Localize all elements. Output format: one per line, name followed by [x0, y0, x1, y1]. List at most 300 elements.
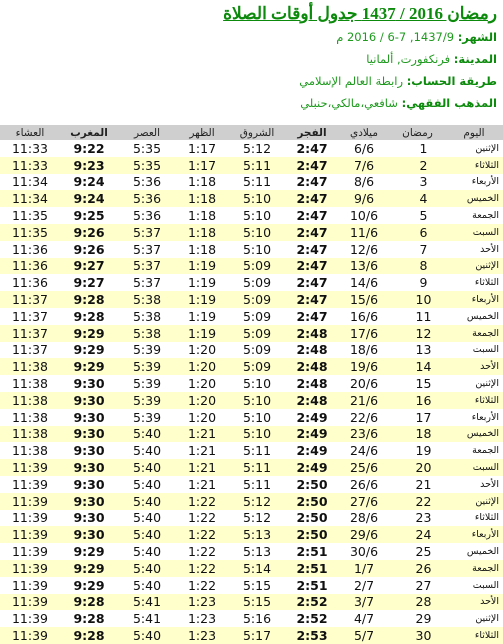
cell-isha: 11:37 — [0, 308, 60, 325]
cell-maghrib: 9:29 — [60, 358, 118, 375]
cell-asr: 5:40 — [118, 493, 176, 510]
cell-dhuhr: 1:18 — [176, 190, 228, 207]
cell-asr: 5:35 — [118, 157, 176, 174]
cell-ramadan: 11 — [390, 308, 445, 325]
cell-fajr: 2:48 — [286, 375, 338, 392]
cell-dhuhr: 1:21 — [176, 442, 228, 459]
cell-maghrib: 9:26 — [60, 241, 118, 258]
cell-fajr: 2:47 — [286, 308, 338, 325]
cell-ramadan: 8 — [390, 258, 445, 275]
cell-fajr: 2:49 — [286, 459, 338, 476]
table-row — [0, 442, 503, 459]
cell-isha: 11:39 — [0, 594, 60, 611]
cell-gregorian: 16/6 — [338, 308, 390, 325]
cell-dhuhr: 1:17 — [176, 157, 228, 174]
table-row — [0, 358, 503, 375]
table-row — [0, 577, 503, 594]
cell-asr: 5:37 — [118, 258, 176, 275]
table-row — [0, 493, 503, 510]
cell-dhuhr: 1:20 — [176, 342, 228, 359]
city-value: فرنكفورت, ألمانيا — [366, 52, 451, 66]
cell-sunrise: 5:16 — [228, 610, 286, 627]
cell-isha: 11:36 — [0, 241, 60, 258]
cell-gregorian: 5/7 — [338, 627, 390, 644]
col-header-gregorian: ميلادي — [338, 125, 390, 140]
cell-fajr: 2:47 — [286, 174, 338, 191]
cell-asr: 5:40 — [118, 510, 176, 527]
month-value: 1437/9, 7-6 / 2016 م — [336, 30, 455, 44]
cell-maghrib: 9:28 — [60, 594, 118, 611]
cell-isha: 11:35 — [0, 224, 60, 241]
cell-fajr: 2:53 — [286, 627, 338, 644]
cell-fajr: 2:48 — [286, 342, 338, 359]
cell-fajr: 2:47 — [286, 207, 338, 224]
cell-dhuhr: 1:23 — [176, 627, 228, 644]
cell-dhuhr: 1:17 — [176, 140, 228, 157]
cell-isha: 11:34 — [0, 174, 60, 191]
cell-day: الأحد — [445, 594, 503, 611]
cell-maghrib: 9:28 — [60, 627, 118, 644]
cell-day: الجمعة — [445, 560, 503, 577]
table-row — [0, 308, 503, 325]
cell-ramadan: 19 — [390, 442, 445, 459]
cell-fajr: 2:47 — [286, 274, 338, 291]
cell-sunrise: 5:10 — [228, 409, 286, 426]
cell-asr: 5:40 — [118, 459, 176, 476]
cell-gregorian: 15/6 — [338, 291, 390, 308]
cell-sunrise: 5:17 — [228, 627, 286, 644]
cell-asr: 5:39 — [118, 375, 176, 392]
cell-asr: 5:37 — [118, 241, 176, 258]
cell-day: الخميس — [445, 308, 503, 325]
cell-isha: 11:39 — [0, 560, 60, 577]
cell-day: الثلاثاء — [445, 510, 503, 527]
cell-day: الخميس — [445, 190, 503, 207]
cell-sunrise: 5:15 — [228, 577, 286, 594]
cell-maghrib: 9:29 — [60, 560, 118, 577]
cell-dhuhr: 1:19 — [176, 258, 228, 275]
table-body — [0, 140, 503, 644]
cell-day: الجمعة — [445, 442, 503, 459]
cell-ramadan: 10 — [390, 291, 445, 308]
cell-isha: 11:38 — [0, 426, 60, 443]
table-row — [0, 510, 503, 527]
cell-dhuhr: 1:21 — [176, 426, 228, 443]
cell-maghrib: 9:24 — [60, 174, 118, 191]
cell-day: الخميس — [445, 426, 503, 443]
cell-maghrib: 9:22 — [60, 140, 118, 157]
cell-ramadan: 28 — [390, 594, 445, 611]
cell-gregorian: 28/6 — [338, 510, 390, 527]
cell-day: الثلاثاء — [445, 157, 503, 174]
cell-maghrib: 9:28 — [60, 291, 118, 308]
cell-isha: 11:37 — [0, 325, 60, 342]
cell-sunrise: 5:11 — [228, 476, 286, 493]
cell-dhuhr: 1:19 — [176, 308, 228, 325]
prayer-times-table — [0, 125, 503, 644]
cell-ramadan: 13 — [390, 342, 445, 359]
cell-gregorian: 3/7 — [338, 594, 390, 611]
cell-ramadan: 5 — [390, 207, 445, 224]
cell-day: الأحد — [445, 476, 503, 493]
cell-sunrise: 5:11 — [228, 174, 286, 191]
cell-day: السبت — [445, 224, 503, 241]
cell-gregorian: 13/6 — [338, 258, 390, 275]
cell-asr: 5:40 — [118, 426, 176, 443]
month-info — [6, 30, 497, 44]
cell-maghrib: 9:26 — [60, 224, 118, 241]
cell-ramadan: 12 — [390, 325, 445, 342]
cell-gregorian: 19/6 — [338, 358, 390, 375]
cell-day: الثلاثاء — [445, 274, 503, 291]
cell-fajr: 2:49 — [286, 409, 338, 426]
cell-day: الجمعة — [445, 325, 503, 342]
cell-ramadan: 27 — [390, 577, 445, 594]
cell-asr: 5:39 — [118, 409, 176, 426]
col-header-maghrib: المغرب — [60, 125, 118, 140]
city-label: المدينة: — [453, 52, 497, 66]
cell-sunrise: 5:09 — [228, 258, 286, 275]
col-header-ramadan: رمضان — [390, 125, 445, 140]
cell-maghrib: 9:30 — [60, 459, 118, 476]
table-row — [0, 610, 503, 627]
cell-ramadan: 30 — [390, 627, 445, 644]
cell-sunrise: 5:09 — [228, 358, 286, 375]
month-label: الشهر: — [457, 30, 497, 44]
cell-ramadan: 26 — [390, 560, 445, 577]
cell-gregorian: 2/7 — [338, 577, 390, 594]
cell-ramadan: 15 — [390, 375, 445, 392]
cell-sunrise: 5:12 — [228, 140, 286, 157]
cell-ramadan: 3 — [390, 174, 445, 191]
cell-fajr: 2:48 — [286, 392, 338, 409]
cell-gregorian: 11/6 — [338, 224, 390, 241]
cell-dhuhr: 1:18 — [176, 207, 228, 224]
cell-isha: 11:33 — [0, 140, 60, 157]
cell-dhuhr: 1:20 — [176, 358, 228, 375]
cell-asr: 5:36 — [118, 190, 176, 207]
cell-isha: 11:38 — [0, 358, 60, 375]
cell-gregorian: 18/6 — [338, 342, 390, 359]
cell-isha: 11:39 — [0, 510, 60, 527]
cell-gregorian: 17/6 — [338, 325, 390, 342]
cell-ramadan: 9 — [390, 274, 445, 291]
cell-asr: 5:36 — [118, 174, 176, 191]
cell-sunrise: 5:15 — [228, 594, 286, 611]
cell-sunrise: 5:12 — [228, 510, 286, 527]
cell-maghrib: 9:27 — [60, 274, 118, 291]
cell-dhuhr: 1:23 — [176, 610, 228, 627]
table-row — [0, 476, 503, 493]
cell-isha: 11:36 — [0, 274, 60, 291]
cell-isha: 11:39 — [0, 610, 60, 627]
cell-gregorian: 25/6 — [338, 459, 390, 476]
cell-maghrib: 9:30 — [60, 526, 118, 543]
col-header-day: اليوم — [445, 125, 503, 140]
cell-sunrise: 5:11 — [228, 157, 286, 174]
cell-isha: 11:39 — [0, 493, 60, 510]
table-row — [0, 526, 503, 543]
cell-fajr: 2:50 — [286, 526, 338, 543]
cell-gregorian: 9/6 — [338, 190, 390, 207]
cell-fajr: 2:52 — [286, 610, 338, 627]
cell-gregorian: 1/7 — [338, 560, 390, 577]
table-row — [0, 258, 503, 275]
cell-dhuhr: 1:22 — [176, 493, 228, 510]
cell-asr: 5:39 — [118, 392, 176, 409]
cell-ramadan: 23 — [390, 510, 445, 527]
cell-isha: 11:39 — [0, 459, 60, 476]
table-row — [0, 224, 503, 241]
cell-day: السبت — [445, 459, 503, 476]
cell-gregorian: 24/6 — [338, 442, 390, 459]
cell-fajr: 2:48 — [286, 358, 338, 375]
cell-sunrise: 5:09 — [228, 274, 286, 291]
cell-isha: 11:38 — [0, 392, 60, 409]
cell-day: الأحد — [445, 358, 503, 375]
cell-dhuhr: 1:20 — [176, 409, 228, 426]
cell-maghrib: 9:30 — [60, 510, 118, 527]
cell-sunrise: 5:10 — [228, 224, 286, 241]
cell-gregorian: 23/6 — [338, 426, 390, 443]
cell-isha: 11:39 — [0, 627, 60, 644]
cell-day: الثلاثاء — [445, 627, 503, 644]
cell-sunrise: 5:09 — [228, 308, 286, 325]
cell-asr: 5:39 — [118, 358, 176, 375]
cell-day: الثلاثاء — [445, 392, 503, 409]
cell-dhuhr: 1:18 — [176, 241, 228, 258]
col-header-asr: العصر — [118, 125, 176, 140]
table-row — [0, 291, 503, 308]
cell-maghrib: 9:30 — [60, 442, 118, 459]
cell-fajr: 2:51 — [286, 543, 338, 560]
cell-day: الإثنين — [445, 375, 503, 392]
table-row — [0, 426, 503, 443]
cell-ramadan: 20 — [390, 459, 445, 476]
cell-ramadan: 25 — [390, 543, 445, 560]
cell-day: الأربعاء — [445, 409, 503, 426]
cell-sunrise: 5:10 — [228, 241, 286, 258]
cell-gregorian: 29/6 — [338, 526, 390, 543]
cell-fajr: 2:50 — [286, 476, 338, 493]
cell-isha: 11:33 — [0, 157, 60, 174]
cell-fajr: 2:50 — [286, 510, 338, 527]
cell-asr: 5:39 — [118, 342, 176, 359]
cell-maghrib: 9:25 — [60, 207, 118, 224]
cell-isha: 11:39 — [0, 543, 60, 560]
cell-asr: 5:40 — [118, 442, 176, 459]
cell-isha: 11:38 — [0, 409, 60, 426]
cell-asr: 5:41 — [118, 610, 176, 627]
madhab-label: المذهب الفقهي: — [401, 96, 497, 110]
cell-dhuhr: 1:19 — [176, 325, 228, 342]
cell-maghrib: 9:29 — [60, 325, 118, 342]
cell-asr: 5:38 — [118, 325, 176, 342]
cell-maghrib: 9:30 — [60, 493, 118, 510]
col-header-fajr: الفجر — [286, 125, 338, 140]
cell-gregorian: 8/6 — [338, 174, 390, 191]
table-row — [0, 274, 503, 291]
cell-isha: 11:39 — [0, 476, 60, 493]
cell-asr: 5:40 — [118, 476, 176, 493]
cell-gregorian: 14/6 — [338, 274, 390, 291]
madhab-info — [6, 96, 497, 110]
cell-isha: 11:38 — [0, 442, 60, 459]
method-value: رابطة العالم الإسلامي — [299, 74, 404, 88]
cell-day: الأربعاء — [445, 174, 503, 191]
col-header-dhuhr: الظهر — [176, 125, 228, 140]
cell-fajr: 2:49 — [286, 442, 338, 459]
cell-fajr: 2:51 — [286, 577, 338, 594]
cell-dhuhr: 1:18 — [176, 174, 228, 191]
cell-ramadan: 16 — [390, 392, 445, 409]
cell-ramadan: 29 — [390, 610, 445, 627]
cell-ramadan: 24 — [390, 526, 445, 543]
cell-sunrise: 5:12 — [228, 493, 286, 510]
cell-dhuhr: 1:22 — [176, 526, 228, 543]
table-row — [0, 207, 503, 224]
cell-day: الأحد — [445, 241, 503, 258]
cell-day: الإثنين — [445, 140, 503, 157]
cell-day: السبت — [445, 342, 503, 359]
cell-ramadan: 4 — [390, 190, 445, 207]
cell-sunrise: 5:11 — [228, 459, 286, 476]
cell-ramadan: 2 — [390, 157, 445, 174]
cell-isha: 11:35 — [0, 207, 60, 224]
cell-asr: 5:38 — [118, 308, 176, 325]
cell-gregorian: 30/6 — [338, 543, 390, 560]
cell-sunrise: 5:09 — [228, 291, 286, 308]
cell-day: الجمعة — [445, 207, 503, 224]
cell-fajr: 2:47 — [286, 157, 338, 174]
cell-asr: 5:40 — [118, 560, 176, 577]
cell-sunrise: 5:14 — [228, 560, 286, 577]
cell-fajr: 2:51 — [286, 560, 338, 577]
table-row — [0, 627, 503, 644]
cell-maghrib: 9:30 — [60, 375, 118, 392]
cell-sunrise: 5:10 — [228, 375, 286, 392]
cell-isha: 11:34 — [0, 190, 60, 207]
cell-ramadan: 17 — [390, 409, 445, 426]
cell-fajr: 2:48 — [286, 325, 338, 342]
cell-asr: 5:38 — [118, 291, 176, 308]
table-row — [0, 459, 503, 476]
cell-dhuhr: 1:19 — [176, 291, 228, 308]
cell-day: السبت — [445, 577, 503, 594]
cell-maghrib: 9:30 — [60, 392, 118, 409]
col-header-sunrise: الشروق — [228, 125, 286, 140]
cell-maghrib: 9:27 — [60, 258, 118, 275]
cell-sunrise: 5:09 — [228, 325, 286, 342]
cell-isha: 11:38 — [0, 375, 60, 392]
cell-fajr: 2:49 — [286, 426, 338, 443]
table-row — [0, 140, 503, 157]
page-title: رمضان 2016 / 1437 جدول أوقات الصلاة — [223, 4, 497, 23]
cell-gregorian: 10/6 — [338, 207, 390, 224]
cell-ramadan: 6 — [390, 224, 445, 241]
cell-maghrib: 9:30 — [60, 476, 118, 493]
method-info — [6, 74, 497, 88]
cell-sunrise: 5:13 — [228, 543, 286, 560]
table-row — [0, 190, 503, 207]
cell-sunrise: 5:10 — [228, 207, 286, 224]
cell-dhuhr: 1:20 — [176, 392, 228, 409]
table-row — [0, 325, 503, 342]
cell-maghrib: 9:30 — [60, 426, 118, 443]
cell-fajr: 2:47 — [286, 190, 338, 207]
cell-gregorian: 7/6 — [338, 157, 390, 174]
cell-asr: 5:40 — [118, 543, 176, 560]
cell-asr: 5:37 — [118, 274, 176, 291]
cell-maghrib: 9:28 — [60, 308, 118, 325]
cell-fajr: 2:47 — [286, 291, 338, 308]
cell-ramadan: 22 — [390, 493, 445, 510]
cell-isha: 11:37 — [0, 291, 60, 308]
cell-maghrib: 9:23 — [60, 157, 118, 174]
cell-dhuhr: 1:21 — [176, 459, 228, 476]
cell-sunrise: 5:13 — [228, 526, 286, 543]
cell-asr: 5:35 — [118, 140, 176, 157]
cell-sunrise: 5:09 — [228, 342, 286, 359]
cell-sunrise: 5:10 — [228, 190, 286, 207]
cell-asr: 5:41 — [118, 594, 176, 611]
cell-sunrise: 5:10 — [228, 392, 286, 409]
col-header-isha: العشاء — [0, 125, 60, 140]
cell-gregorian: 21/6 — [338, 392, 390, 409]
cell-gregorian: 20/6 — [338, 375, 390, 392]
table-row — [0, 560, 503, 577]
cell-dhuhr: 1:22 — [176, 543, 228, 560]
cell-day: الأربعاء — [445, 526, 503, 543]
table-row — [0, 241, 503, 258]
cell-isha: 11:39 — [0, 526, 60, 543]
cell-gregorian: 12/6 — [338, 241, 390, 258]
cell-isha: 11:36 — [0, 258, 60, 275]
cell-gregorian: 4/7 — [338, 610, 390, 627]
cell-fajr: 2:52 — [286, 594, 338, 611]
table-row — [0, 174, 503, 191]
table-header-row — [0, 125, 503, 140]
cell-ramadan: 1 — [390, 140, 445, 157]
cell-isha: 11:39 — [0, 577, 60, 594]
cell-maghrib: 9:24 — [60, 190, 118, 207]
madhab-value: شافعي،مالكي،حنبلي — [300, 96, 398, 110]
table-row — [0, 375, 503, 392]
cell-fajr: 2:47 — [286, 224, 338, 241]
cell-ramadan: 14 — [390, 358, 445, 375]
cell-dhuhr: 1:22 — [176, 577, 228, 594]
table-row — [0, 594, 503, 611]
cell-day: الأربعاء — [445, 291, 503, 308]
cell-maghrib: 9:28 — [60, 610, 118, 627]
cell-sunrise: 5:10 — [228, 426, 286, 443]
cell-maghrib: 9:29 — [60, 543, 118, 560]
cell-dhuhr: 1:22 — [176, 510, 228, 527]
cell-asr: 5:37 — [118, 224, 176, 241]
cell-fajr: 2:47 — [286, 140, 338, 157]
cell-gregorian: 22/6 — [338, 409, 390, 426]
cell-asr: 5:36 — [118, 207, 176, 224]
cell-ramadan: 21 — [390, 476, 445, 493]
cell-dhuhr: 1:21 — [176, 476, 228, 493]
cell-day: الإثنين — [445, 258, 503, 275]
cell-day: الخميس — [445, 543, 503, 560]
cell-asr: 5:40 — [118, 627, 176, 644]
cell-fajr: 2:50 — [286, 493, 338, 510]
table-row — [0, 543, 503, 560]
cell-gregorian: 6/6 — [338, 140, 390, 157]
table-row — [0, 409, 503, 426]
